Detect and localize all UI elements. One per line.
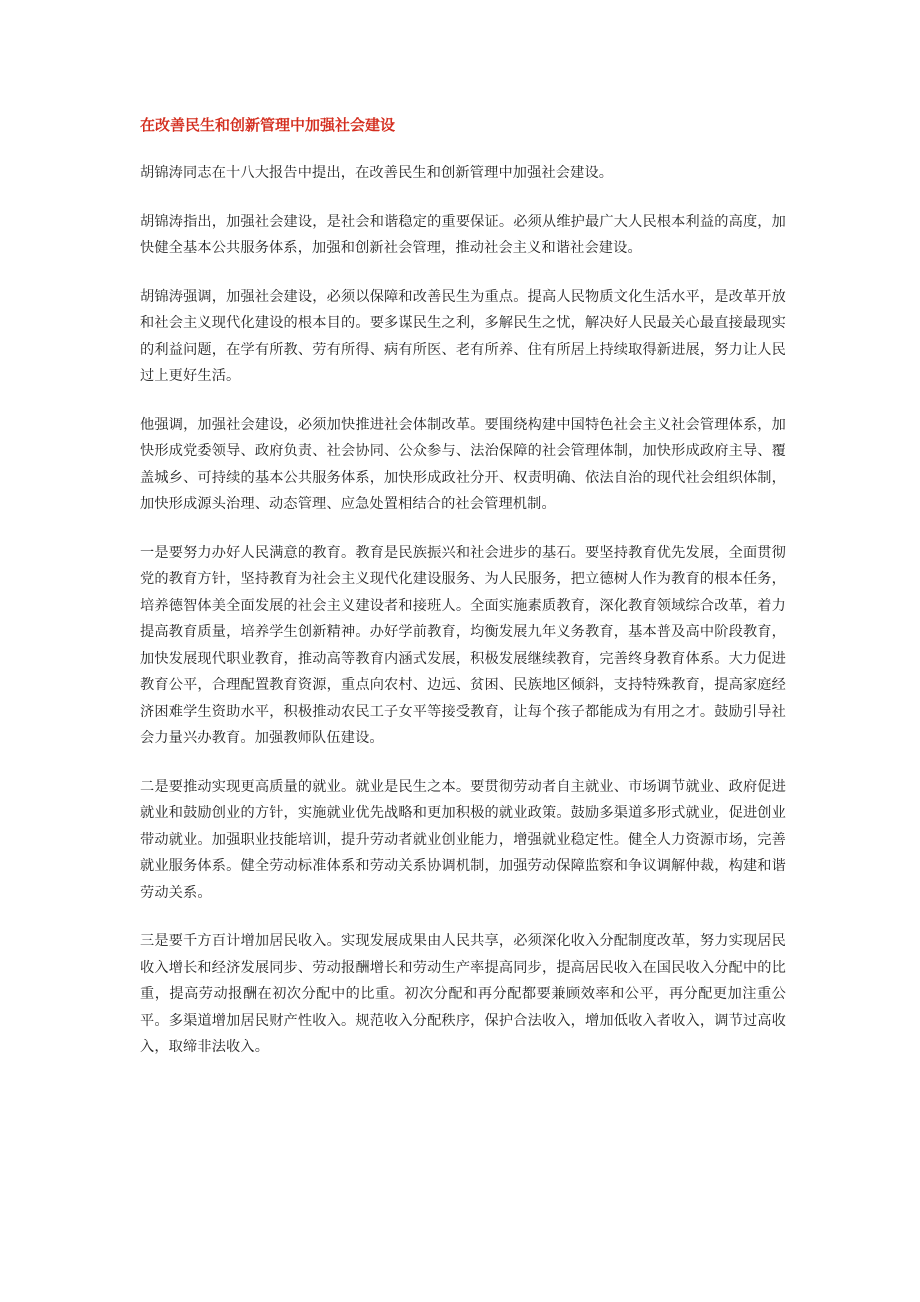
paragraph-livelihood: 胡锦涛强调，加强社会建设，必须以保障和改善民生为重点。提高人民物质文化生活水平，是改革开放和社会主义现代化建设的根本目的。要多谋民生之利，多解民生之忧，解决好人民最关心最直接最现实的利益问题，在学有所教、劳有所得、病有所医、老有所养、住有所居上持续取得新进展，努力让人民过上更好生活。 [140,288,786,384]
paragraph-system-reform: 他强调，加强社会建设，必须加快推进社会体制改革。要围绕构建中国特色社会主义社会管理体系，加快形成党委领导、政府负责、社会协同、公众参与、法治保障的社会管理体制，加快形成政府主导、覆盖城乡、可持续的基本公共服务体系，加快形成政社分开、权责明确、依法自治的现代社会组织体制，加快形成源头治理、动态管理、应急处置相结合的社会管理机制。 [140,416,786,512]
paragraph-intro: 胡锦涛同志在十八大报告中提出，在改善民生和创新管理中加强社会建设。 [140,165,614,181]
document-title: 在改善民生和创新管理中加强社会建设 [140,116,396,134]
paragraph-education: 一是要努力办好人民满意的教育。教育是民族振兴和社会进步的基石。要坚持教育优先发展，全面贯彻党的教育方针，坚持教育为社会主义现代化建设服务、为人民服务，把立德树人作为教育的根本任务，培养德智体美全面发展的社会主义建设者和接班人。全面实施素质教育，深化教育领域综合改革，着力提高教育质量，培养学生创新精神。办好学前教育，均衡发展九年义务教育，基本普及高中阶段教育，加快发展现代职业教育，推动高等教育内涵式发展，积极发展继续教育，完善终身教育体系。大力促进教育公平，合理配置教育资源，重点向农村、边远、贫困、民族地区倾斜，支持特殊教育，提高家庭经济困难学生资助水平，积极推动农民工子女平等接受教育，让每个孩子都能成为有用之才。鼓励引导社会力量兴办教育。加强教师队伍建设。 [140,544,786,746]
document-page [140,112,786,1083]
paragraph-employment: 二是要推动实现更高质量的就业。就业是民生之本。要贯彻劳动者自主就业、市场调节就业、政府促进就业和鼓励创业的方针，实施就业优先战略和更加积极的就业政策。鼓励多渠道多形式就业，促进创业带动就业。加强职业技能培训，提升劳动者就业创业能力，增强就业稳定性。健全人力资源市场，完善就业服务体系。健全劳动标准体系和劳动关系协调机制，加强劳动保障监察和争议调解仲裁，构建和谐劳动关系。 [140,778,786,901]
paragraph-social-harmony: 胡锦涛指出，加强社会建设，是社会和谐稳定的重要保证。必须从维护最广大人民根本利益的高度，加快健全基本公共服务体系，加强和创新社会管理，推动社会主义和谐社会建设。 [140,213,786,256]
paragraph-income: 三是要千方百计增加居民收入。实现发展成果由人民共享，必须深化收入分配制度改革，努力实现居民收入增长和经济发展同步、劳动报酬增长和劳动生产率提高同步，提高居民收入在国民收入分配中的比重，提高劳动报酬在初次分配中的比重。初次分配和再分配都要兼顾效率和公平，再分配更加注重公平。多渠道增加居民财产性收入。规范收入分配秩序，保护合法收入，增加低收入者收入，调节过高收入，取缔非法收入。 [140,933,786,1055]
